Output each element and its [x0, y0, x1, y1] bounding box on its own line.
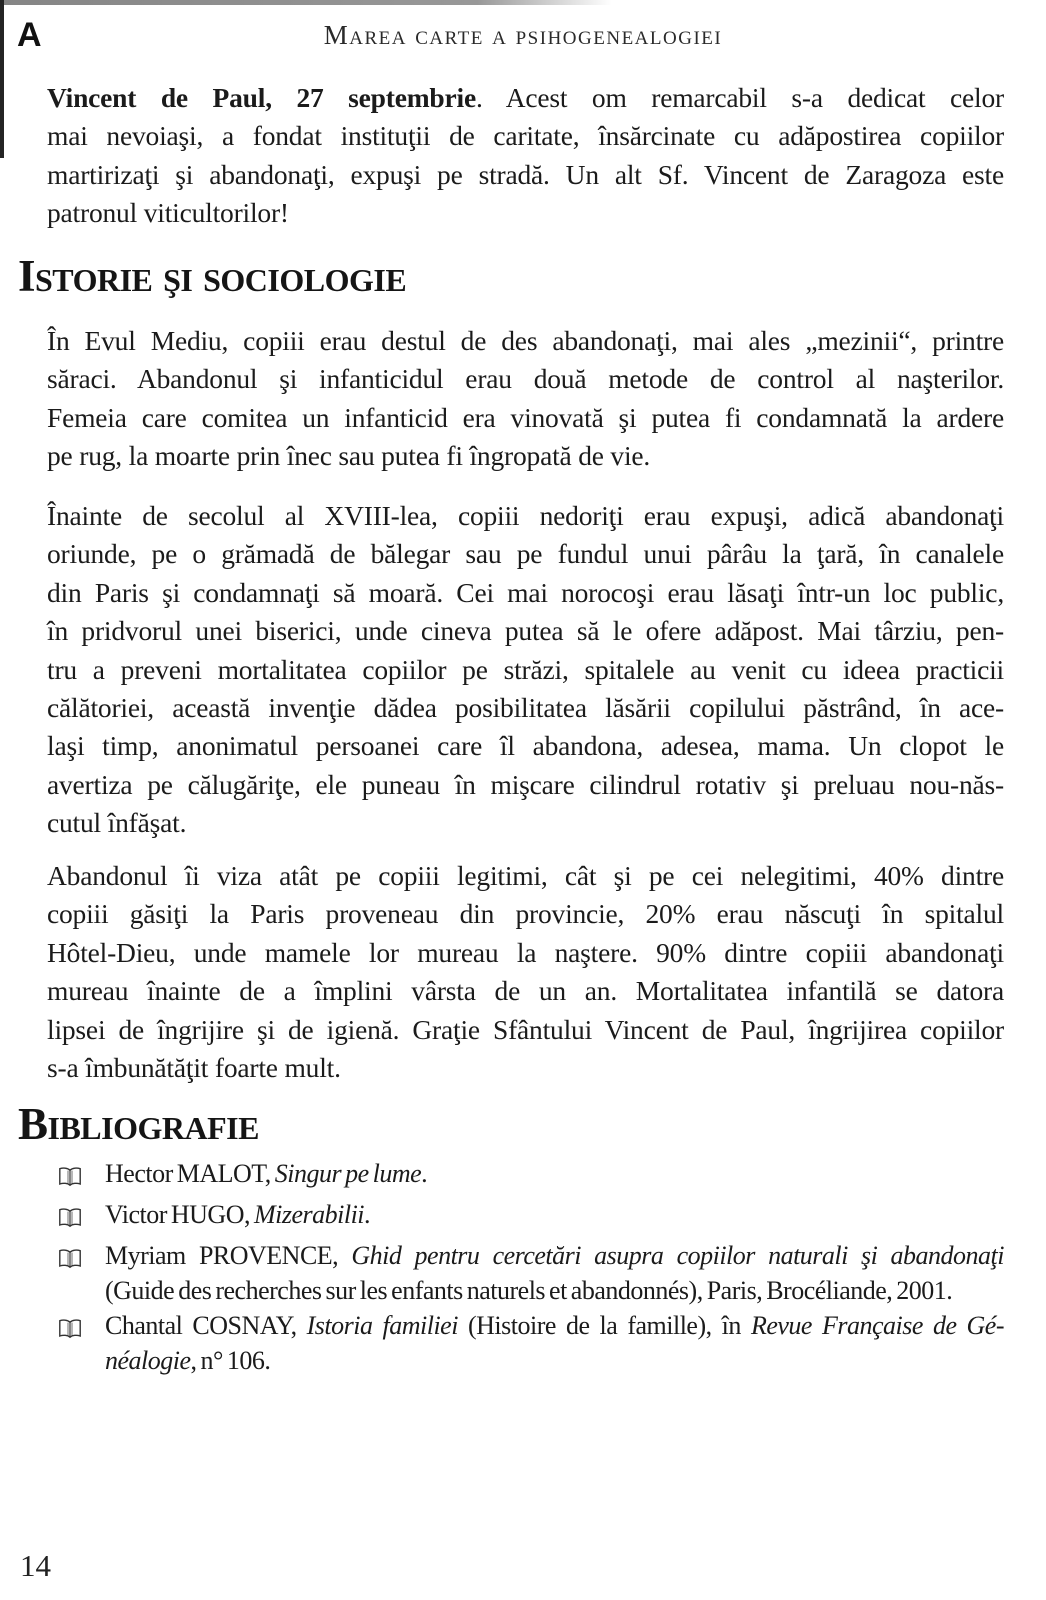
text-line: în pridvorul unei biserici, unde cineva putea să le ofere adăpost. Mai târziu, pen- — [47, 615, 1004, 647]
text-line: copiii găsiţi la Paris proveneau din provincie, 20% erau născuţi în spitalul — [47, 898, 1004, 930]
section-heading-bibliography: Bibliografie — [18, 1099, 259, 1149]
text-line: călătoriei, această invenţie dădea posibilitatea lăsării copilului păstrând, în ace- — [47, 692, 1004, 724]
bibliography-entry — [57, 1197, 1004, 1238]
bibliography-entry — [57, 1238, 1004, 1308]
open-book-icon — [57, 1314, 83, 1349]
text-line: Abandonul îi viza atât pe copiii legitimi, cât şi pe cei nelegitimi, 40% dintre — [47, 860, 1004, 891]
text-line: s-a îmbunătăţit foarte mult. — [47, 1052, 341, 1084]
intro-paragraph — [47, 79, 1004, 233]
text-line: patronul viticultorilor! — [47, 197, 289, 229]
text-line: Femeia care comitea un infanticid era vinovată şi putea fi condamnată la ardere — [47, 401, 1004, 433]
index-tab-letter: A — [17, 16, 42, 54]
text-line: martirizaţi şi abandonaţi, expuşi pe stradă. Un alt Sf. Vincent de Zaragoza este — [47, 158, 1004, 190]
bibliography-entry — [57, 1156, 1004, 1197]
bibliography-entry — [57, 1308, 1004, 1378]
running-head: Marea carte a psihogenealogiei — [323, 20, 723, 50]
text-line: Victor HUGO, Mizerabilii. — [105, 1200, 371, 1229]
history-paragraph-1 — [47, 322, 1004, 476]
page-number: 14 — [20, 1548, 51, 1583]
text-line: Hôtel-Dieu, unde mamele lor mureau la naştere. 90% dintre copiii abandonaţi — [47, 936, 1004, 968]
text-line: mureau înainte de a împlini vârsta de un an. Mortalitatea infantilă se datora — [47, 975, 1004, 1007]
bibliography-entry-text — [105, 1156, 1004, 1191]
text-line: cutul înfăşat. — [47, 807, 187, 839]
text-line: (Guide des recherches sur les enfants naturels et abandonnés), Paris, Brocéliande, 2001. — [105, 1276, 953, 1305]
text-line: tru a preveni mortalitatea copiilor pe străzi, spitalele au venit cu ideea practicii — [47, 653, 1004, 685]
text-line: Myriam PROVENCE, Ghid pentru cercetări asupra copiilor naturali şi abandonaţi — [105, 1241, 1005, 1270]
text-line: Chantal COSNAY, Istoria familiei (Histoire de la famille), în Revue Française de Gé- — [105, 1311, 1004, 1340]
text-line: Hector MALOT, Singur pe lume. — [105, 1159, 428, 1188]
text-line: Vincent de Paul, 27 septembrie. Acest om remarcabil s-a dedicat celor — [47, 82, 1004, 113]
open-book-icon — [57, 1203, 83, 1238]
scan-artifact-top-band — [0, 0, 612, 5]
text-line: oriunde, pe o grămadă de bălegar sau pe fundul unui pârâu la ţară, în canalele — [47, 538, 1004, 570]
bibliography-entry-text — [105, 1197, 1004, 1232]
bibliography-entry-text — [105, 1308, 1004, 1378]
text-line: avertiza pe călugăriţe, ele puneau în mişcare cilindrul rotativ şi preluau nou-năs- — [47, 768, 1004, 800]
text-line: mai nevoiaşi, a fondat instituţii de caritate, însărcinate cu adăpostirea copiilor — [47, 120, 1004, 152]
open-book-icon — [57, 1244, 83, 1279]
history-paragraph-2 — [47, 497, 1004, 843]
text-line: néalogie, n° 106. — [105, 1346, 271, 1375]
bibliography-list — [57, 1156, 1004, 1378]
text-line: laşi timp, anonimatul persoanei care îl abandona, adesea, mama. Un clopot le — [47, 730, 1004, 762]
text-line: În Evul Mediu, copiii erau destul de des abandonaţi, mai ales „mezinii“, printre — [47, 325, 1004, 356]
history-paragraph-3 — [47, 857, 1004, 1087]
text-line: Înainte de secolul al XVIII-lea, copiii nedoriţi erau expuşi, adică abandonaţi — [47, 500, 1004, 531]
bibliography-entry-text — [105, 1238, 1004, 1308]
text-line: pe rug, la moarte prin înec sau putea fi îngropată de vie. — [47, 440, 651, 472]
text-line: din Paris şi condamnaţi să moară. Cei mai norocoşi erau lăsaţi într-un loc public, — [47, 576, 1004, 608]
section-heading-history: Istorie şi sociologie — [18, 251, 407, 301]
open-book-icon — [57, 1162, 83, 1197]
text-line: lipsei de îngrijire şi de igienă. Graţie Sfântului Vincent de Paul, îngrijirea copiilor — [47, 1013, 1004, 1045]
text-line: săraci. Abandonul şi infanticidul erau două metode de control al naşterilor. — [47, 363, 1004, 395]
